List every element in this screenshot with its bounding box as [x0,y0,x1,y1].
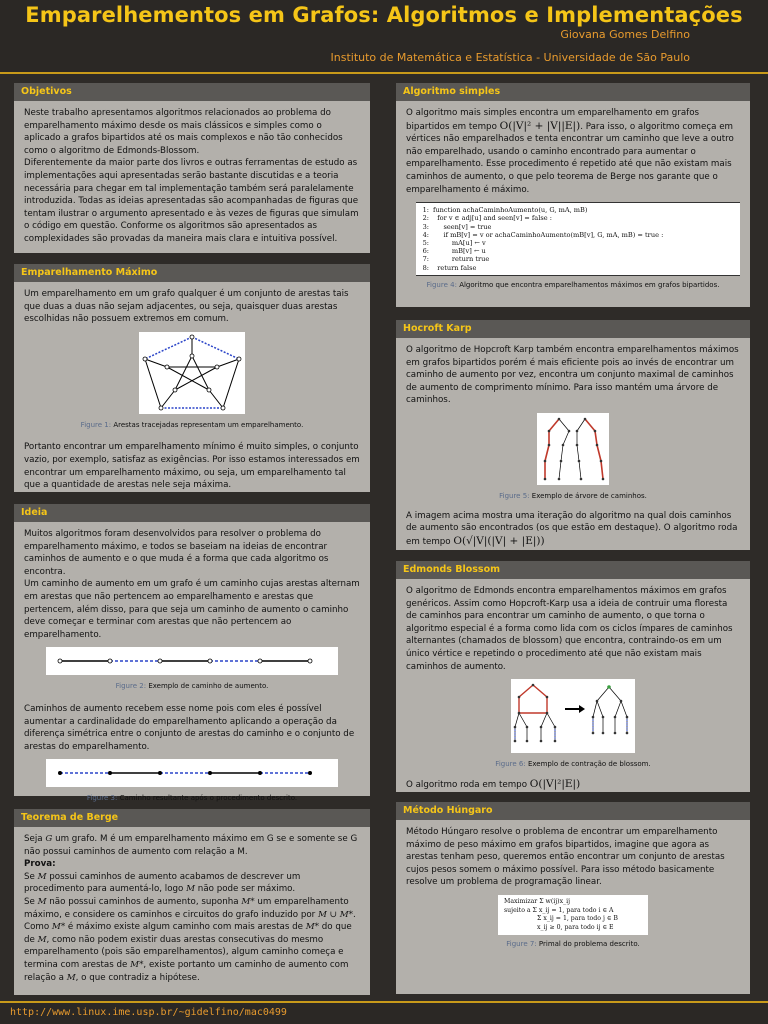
block-hungaro [396,802,750,994]
paragraph: A imagem acima mostra uma iteração do algoritmo na qual dois caminhos de aumento são encontrados (os que estão em destaque). O algoritmo roda em tempo O(√|V|(|V| + |E|)) [406,510,738,547]
paragraph: O algoritmo de Hopcroft Karp também encontra emparelhamentos máximos em grafos bipartidos porém é mais eficiente pois ao invés de encontrar um caminho de aumento por vez, encontra um conjunto maximal de caminhos de aumento de comprimento mínimo. Para isso mantém uma árvore de caminhos. [406,345,739,406]
institution-name: Instituto de Matemática e Estatística - Universidade de São Paulo [330,51,690,64]
block-ideia [14,504,370,803]
author-name: Giovana Gomes Delfino [560,28,690,41]
block-title: Algoritmo simples [396,83,750,101]
paragraph: Caminhos de aumento recebem esse nome pois com eles é possível aumentar a cardinalidade do emparelhamento aplicando a operação da diferença simétrica entre o conjunto de arestas do caminho e o conjunto de arestas do emparelhamento. [24,703,355,752]
figure-caption: Figure 4: Algoritmo que encontra emparelhamentos máximos em grafos bipartidos. [426,280,720,289]
augmenting-path-figure [46,647,338,675]
poster-title: Emparelhementos em Grafos: Algoritmos e Implementações [25,3,743,27]
paragraph: Neste trabalho apresentamos algoritmos relacionados ao problema do emparelhamento máximo desde os mais clássicos e simples como o aplicado a grafos bipartidos até os mais complexos e não tão conhecidos como o algoritmo de Edmonds-Blossom. [24,108,343,156]
project-url-link[interactable]: http://www.linux.ime.usp.br/~gidelfino/mac0499 [10,1007,287,1018]
linear-program [498,895,648,935]
block-title: Emparelhamento Máximo [14,264,370,282]
arrow-icon [565,705,585,713]
block-simples [396,83,750,307]
alg-line: 2: for v ∈ adj[u] and seen[v] = false : [422,214,552,223]
block-berge [14,809,370,995]
paragraph: Muitos algoritmos foram desenvolvidos para resolver o problema do emparelhamento máximo, e todos se baseiam na ideias de encontrar caminhos de aumento e o que muda é a forma que cada algoritmo os encontra. [24,529,329,577]
alg-line: 1: function achaCaminhoAumento(u, G, mA, mB) [422,206,588,215]
berge-text: Seja G um grafo. M é um emparelhamento máximo em G se e somente se G não possui caminhos de aumento com relação a M. Prova: Se M possui caminhos de aumento acabamos de descrever um procedimento para aumentá-lo, logo M não pode ser máximo. Se M não possui caminhos de aumento, suponha M* um emparelhamento máximo, e considere os caminhos e circuitos do grafo induzido por M ∪ M*. Como M* é máximo existe algum caminho com mais arestas de M* do que de M, como não podem existir duas arestas consecutivas do mesmo emparelhamento (pois são emparelhamentos), algum caminho começa e termina com arestas de M*, existe portanto um caminho de aumento com relação a M, o que contradiz a hipótese. [24,834,358,983]
block-title: Método Húngaro [396,802,750,820]
lp-objective: Maximizar Σ w(ij)x_ij [504,897,571,905]
alg-line: 3: seen[v] = true [422,222,492,231]
blossom-contraction-figure [511,679,635,753]
figure-caption: Figure 3: Caminho resultante após o procedimento descrito. [86,794,298,803]
alg-line: 6: mB[v] ← u [422,247,486,256]
block-edmonds [396,561,750,792]
block-title: Teorema de Berge [14,809,370,827]
paragraph: Método Húngaro resolve o problema de encontrar um emparelhamento máximo de peso máximo em grafos bipartidos, imagine que agora as arestas tenham peso, queremos então encontrar um conjunto de arestas cujos pesos somem o máximo possível. Para isso método basicamente resolve um problema de programação linear. [406,827,725,888]
alg-line: 8: return false [422,263,477,272]
figure-caption: Figure 7: Primal do problema descrito. [506,940,640,949]
block-hopcroft [396,320,750,550]
poster-footer [0,1001,768,1024]
block-title: Edmonds Blossom [396,561,750,579]
figure-caption: Figure 5: Exemplo de árvore de caminhos. [499,491,647,500]
paragraph: O algoritmo de Edmonds encontra emparelhamentos máximos em grafos genéricos. Assim como Hopcroft-Karp usa a ideia de contruir uma floresta de caminhos para encontrar um caminho de aumento, o que torna o algoritmo especial é a forma como lida com os ciclos ímpares de caminhos alternantes (chamados de blossom) que encontra, contraindo-os em um único vértice e repetindo o procedimento até que não existam mais caminhos de aumento. [406,586,733,672]
lp-constraint: x_ij ≥ 0, para todo ij ∈ E [537,923,614,931]
paragraph: Portanto encontrar um emparelhamento mínimo é muito simples, o conjunto vazio, por exemplo, satisfaz as exigências. Por isso estamos interessados em encontrar um emparelhamento máximo, ou seja, um emparelhamento tal que a quantidade de arestas nele seja máxima. [24,442,360,491]
figure-caption: Figure 1: Arestas tracejadas representam um emparelhamento. [80,420,304,429]
block-objetivos [14,83,370,253]
figure-caption: Figure 6: Exemplo de contração de blossom. [495,760,651,769]
paragraph: O algoritmo mais simples encontra um emparelhamento em grafos bipartidos em tempo O(|V|² + |V||E|). Para isso, o algoritmo começa em vértices não emparelhados e tenta encontrar um caminho que leve a outro não emparelhado, usando o caminho encontrado para aumentar o emparelhamento. Esse procedimento é repetido até que não existam mais caminhos de aumento, o que pelo teorema de Berge nos garante que o emparelhamento é máximo. [406,108,734,195]
lp-constraint: Σ x_ij = 1, para todo j ∈ B [537,915,618,923]
paragraph: Diferentemente da maior parte dos livros e outras ferramentas de estudo as implementações aqui apresentadas serão bastante discutidas e a teoria necessária para chegar em tal implementação também será paralelamente introduzida. Todas as ideias apresentadas são acompanhadas de figuras que tentam ilustrar o argumento apresentado e às vezes de figuras que simulam o código em questão. Conforme os algoritmos são apresentados as complexidades são provadas da maneira mais clara e intuitiva possível. [24,158,359,244]
paragraph: Um emparelhamento em um grafo qualquer é um conjunto de arestas tais que duas a duas não sejam adjacentes, ou seja, quaisquer duas arestas escolhidas não possuem extremos em comum. [24,289,349,325]
block-emparelhamento [14,264,370,492]
petersen-graph-figure [139,332,245,414]
alg-line: 7: return true [422,255,490,264]
block-title: Ideia [14,504,370,522]
alg-line: 5: mA[u] ← v [422,238,486,247]
paragraph: Um caminho de aumento em um grafo é um caminho cujas arestas alternam em arestas que não pertencem ao emparelhamento e arestas que pertencem, além disso, para que seja um caminho de aumento o caminho deve começar e terminar com arestas que não pertencem ao emparelhamento. [24,579,360,640]
figure-caption: Figure 2: Exemplo de caminho de aumento. [115,682,269,691]
block-title: Hocroft Karp [396,320,750,338]
algorithm-listing [416,202,740,276]
paragraph: O algoritmo roda em tempo O(|V|²|E|) [406,777,581,790]
alg-line: 4: if mB[v] = v or achaCaminhoAumento(mB[v], G, mA, mB) = true : [422,230,664,239]
block-title: Objetivos [14,83,370,101]
resulting-path-figure [46,759,338,787]
poster-header [0,0,768,74]
path-tree-figure [537,413,609,485]
lp-constraint: sujeito a Σ x_ij = 1, para todo i ∈ A [504,906,614,914]
